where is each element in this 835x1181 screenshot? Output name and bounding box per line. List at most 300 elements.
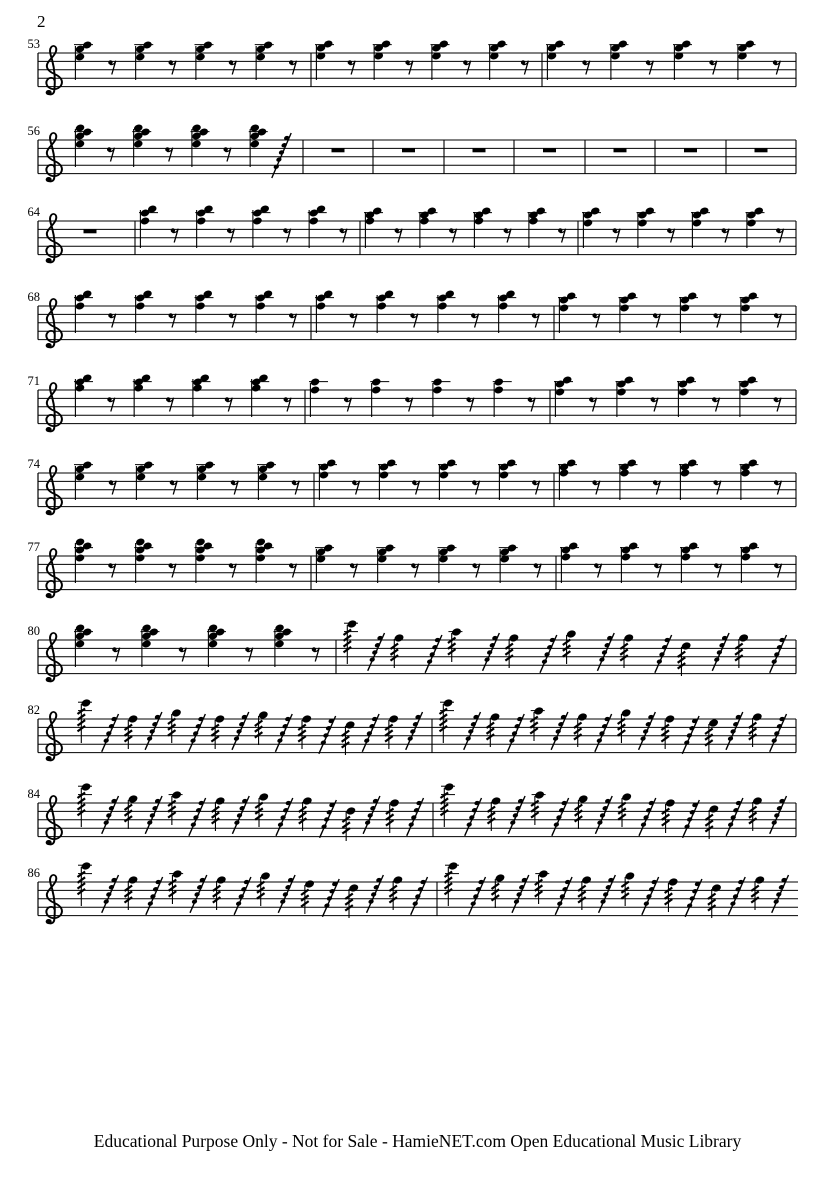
chord (746, 206, 765, 248)
eighth-rest-icon (411, 563, 419, 577)
tremolo-note (255, 792, 269, 827)
eighth-rest-icon (589, 397, 597, 411)
measure-number: 64 (27, 205, 40, 219)
chord (437, 289, 456, 333)
chord (192, 373, 211, 417)
measure-86 (78, 861, 428, 918)
measure-54 (315, 39, 528, 80)
eighth-rest-icon (463, 60, 471, 74)
run-slash (552, 798, 569, 836)
tremolo-note (212, 796, 226, 831)
chord (560, 541, 579, 583)
chord (558, 291, 577, 333)
chord (195, 537, 214, 583)
chord (497, 289, 516, 333)
eighth-rest-icon (466, 397, 474, 411)
chord (195, 40, 214, 80)
measure-87 (445, 861, 789, 918)
grace-run (469, 877, 486, 915)
measure-79 (560, 541, 782, 583)
run-slash (275, 714, 292, 752)
eighth-rest-icon (412, 480, 420, 494)
eighth-rest-icon (532, 313, 540, 327)
measure-number: 77 (27, 540, 40, 554)
system-80 (28, 619, 797, 682)
eighth-rest-icon (289, 563, 297, 577)
grace-run (507, 714, 524, 752)
chord (364, 206, 383, 248)
measure-55 (546, 39, 780, 80)
eighth-rest-icon (471, 313, 479, 327)
eighth-rest-icon (107, 147, 115, 161)
whole-rest-icon (473, 148, 486, 152)
grace-run (320, 800, 337, 838)
eighth-rest-icon (165, 147, 173, 161)
run-slash (507, 714, 524, 752)
measure-58 (402, 148, 415, 152)
system-71 (28, 373, 797, 432)
eighth-rest-icon (582, 60, 590, 74)
chord (498, 458, 517, 500)
chord (376, 543, 395, 583)
measure-53 (74, 40, 297, 80)
chord (74, 373, 93, 417)
chord (438, 543, 457, 583)
chord (255, 40, 274, 80)
eighth-rest-icon (713, 313, 721, 327)
chord (431, 39, 450, 80)
tremolo-note (342, 720, 356, 755)
run-slash (276, 798, 293, 836)
eighth-rest-icon (284, 397, 292, 411)
measure-number: 74 (27, 457, 40, 471)
chord (499, 543, 518, 583)
chord (582, 206, 601, 248)
tremolo-note (708, 883, 722, 918)
eighth-rest-icon (713, 480, 721, 494)
chord (196, 460, 215, 500)
eighth-rest-icon (229, 563, 237, 577)
grace-run (595, 714, 612, 752)
run-slash (682, 716, 699, 754)
eighth-rest-icon (229, 60, 237, 74)
measure-85 (441, 782, 787, 839)
run-slash (639, 798, 656, 836)
chord (274, 623, 293, 667)
eighth-rest-icon (227, 228, 235, 242)
grace-run (275, 714, 292, 752)
grace-run (655, 635, 672, 673)
measure-73 (554, 375, 781, 417)
grace-run (555, 877, 572, 915)
chord (207, 623, 226, 667)
chord (74, 537, 93, 583)
eighth-rest-icon (709, 60, 717, 74)
chord (740, 541, 759, 583)
measure-60 (543, 148, 556, 152)
chord (133, 373, 152, 417)
eighth-rest-icon (223, 147, 231, 161)
tremolo-note (621, 871, 635, 906)
chord (74, 623, 93, 667)
eighth-rest-icon (472, 480, 480, 494)
eighth-rest-icon (774, 397, 782, 411)
run-slash (728, 877, 745, 915)
tremolo-note (563, 629, 577, 664)
tremolo-note (301, 879, 315, 914)
chord (528, 206, 547, 248)
measure-71 (74, 373, 291, 417)
eighth-rest-icon (712, 397, 720, 411)
measure-70 (558, 291, 781, 333)
measure-69 (315, 289, 539, 333)
tremolo-note (257, 871, 271, 906)
measure-72 (309, 377, 535, 417)
measure-63 (755, 148, 768, 152)
chord (739, 375, 758, 417)
whole-rest-icon (332, 148, 345, 152)
system-82 (28, 698, 797, 761)
grace-run (322, 879, 339, 917)
grace-run (102, 714, 119, 752)
page-number: 2 (37, 12, 46, 31)
whole-rest-icon (755, 148, 768, 152)
eighth-rest-icon (534, 563, 542, 577)
eighth-rest-icon (653, 480, 661, 494)
chord (134, 289, 153, 333)
measure-number: 53 (27, 37, 40, 51)
grace-run (407, 798, 424, 836)
eighth-rest-icon (339, 228, 347, 242)
system-74 (28, 457, 797, 515)
chord (191, 123, 210, 167)
eighth-rest-icon (667, 228, 675, 242)
eighth-rest-icon (109, 480, 117, 494)
chord (195, 204, 214, 248)
system-77 (28, 537, 797, 598)
measure-76 (558, 458, 781, 500)
footer-credit: Educational Purpose Only - Not for Sale - HamieNET.com Open Educational Music Library (93, 1131, 742, 1151)
chord (554, 375, 573, 417)
chord (134, 40, 153, 80)
tremolo-note (678, 641, 692, 676)
eighth-rest-icon (108, 60, 116, 74)
eighth-rest-icon (774, 313, 782, 327)
chord (673, 39, 692, 80)
tremolo-note (299, 796, 313, 831)
chord (620, 541, 639, 583)
eighth-rest-icon (283, 228, 291, 242)
run-slash (465, 798, 482, 836)
tremolo-note (345, 883, 359, 918)
eighth-rest-icon (521, 60, 529, 74)
eighth-rest-icon (312, 647, 320, 661)
tremolo-note (488, 796, 502, 831)
tremolo-note (751, 875, 765, 910)
eighth-rest-icon (292, 480, 300, 494)
tremolo-note (487, 712, 501, 747)
eighth-rest-icon (528, 397, 536, 411)
tremolo-note (705, 804, 719, 839)
grace-run (682, 716, 699, 754)
measure-68 (74, 289, 297, 333)
measure-81 (344, 619, 787, 676)
measure-64 (84, 229, 97, 233)
grace-run (189, 714, 206, 752)
run-slash (685, 879, 702, 917)
grace-run (189, 798, 206, 836)
tremolo-note (620, 633, 634, 668)
run-slash (102, 714, 119, 752)
eighth-rest-icon (714, 563, 722, 577)
eighth-rest-icon (410, 313, 418, 327)
whole-rest-icon (84, 229, 97, 233)
grace-run (540, 635, 557, 673)
eighth-rest-icon (449, 228, 457, 242)
measure-83 (440, 698, 787, 754)
grace-run (683, 800, 700, 838)
system-68 (28, 289, 797, 348)
chord (195, 289, 214, 333)
eighth-rest-icon (289, 60, 297, 74)
run-slash (770, 714, 787, 752)
tremolo-note (389, 875, 403, 910)
measure-74 (74, 460, 299, 500)
tremolo-note (168, 708, 182, 743)
measure-59 (473, 148, 486, 152)
eighth-rest-icon (395, 228, 403, 242)
eighth-rest-icon (504, 228, 512, 242)
run-slash (322, 879, 339, 917)
system-56 (28, 123, 797, 182)
run-slash (319, 716, 336, 754)
grace-run (234, 877, 251, 915)
eighth-rest-icon (646, 60, 654, 74)
grace-run (685, 879, 702, 917)
measure-number: 82 (27, 703, 40, 717)
run-slash (469, 877, 486, 915)
tremolo-note (391, 633, 405, 668)
eighth-rest-icon (231, 480, 239, 494)
run-slash (407, 798, 424, 836)
chord (74, 123, 93, 167)
grace-run (639, 798, 656, 836)
run-slash (425, 635, 442, 673)
run-slash (726, 798, 743, 836)
run-slash (540, 635, 557, 673)
grace-run (362, 714, 379, 752)
chord (315, 289, 334, 333)
measure-57 (332, 148, 345, 152)
chord (493, 377, 512, 417)
eighth-rest-icon (170, 480, 178, 494)
eighth-rest-icon (169, 313, 177, 327)
run-slash (362, 714, 379, 752)
measure-number: 68 (27, 290, 40, 304)
chord (74, 40, 93, 80)
eighth-rest-icon (722, 228, 730, 242)
eighth-rest-icon (405, 60, 413, 74)
run-slash (683, 800, 700, 838)
grace-run (770, 714, 787, 752)
grace-run (552, 798, 569, 836)
chord (419, 206, 438, 248)
chord (616, 375, 635, 417)
chord (252, 204, 271, 248)
run-slash (770, 635, 787, 673)
measure-77 (74, 537, 297, 583)
chord (257, 460, 276, 500)
chord (610, 39, 629, 80)
grace-run (642, 877, 659, 915)
run-slash (411, 877, 428, 915)
eighth-rest-icon (179, 647, 187, 661)
eighth-rest-icon (169, 563, 177, 577)
eighth-rest-icon (405, 397, 413, 411)
chord (680, 541, 699, 583)
tremolo-note (749, 796, 763, 831)
run-slash (655, 635, 672, 673)
chord (249, 123, 268, 167)
chord (74, 460, 93, 500)
eighth-rest-icon (774, 563, 782, 577)
eighth-rest-icon (352, 480, 360, 494)
measure-number: 86 (27, 866, 40, 880)
chord (250, 373, 269, 417)
grace-run (276, 798, 293, 836)
run-slash (320, 800, 337, 838)
measure-number: 80 (27, 624, 40, 638)
chord (378, 458, 397, 500)
eighth-rest-icon (348, 60, 356, 74)
grace-run (465, 798, 482, 836)
chord (255, 537, 274, 583)
measure-78 (315, 543, 541, 583)
run-slash (189, 714, 206, 752)
whole-rest-icon (402, 148, 415, 152)
chord (558, 458, 577, 500)
measure-number: 71 (27, 374, 40, 388)
chord (135, 460, 154, 500)
eighth-rest-icon (112, 647, 120, 661)
eighth-rest-icon (653, 313, 661, 327)
eighth-rest-icon (774, 480, 782, 494)
chord (139, 204, 158, 248)
measure-number: 84 (27, 787, 40, 801)
chord (546, 39, 565, 80)
chord (432, 377, 451, 417)
chord (255, 289, 274, 333)
chord (370, 377, 389, 417)
eighth-rest-icon (108, 563, 116, 577)
chord (740, 291, 759, 333)
grace-run (319, 716, 336, 754)
run-slash (234, 877, 251, 915)
chord (132, 123, 151, 167)
eighth-rest-icon (651, 397, 659, 411)
system-86 (28, 861, 799, 924)
measure-56 (74, 123, 291, 178)
chord (691, 206, 710, 248)
measure-66 (364, 206, 566, 248)
chord (438, 458, 457, 500)
eighth-rest-icon (245, 647, 253, 661)
run-slash (189, 798, 206, 836)
eighth-rest-icon (592, 313, 600, 327)
grace-run (770, 635, 787, 673)
chord (473, 206, 492, 248)
tremolo-note (618, 708, 632, 743)
chord (74, 289, 93, 333)
system-84 (28, 782, 797, 845)
measure-75 (318, 458, 540, 500)
eighth-rest-icon (594, 563, 602, 577)
eighth-rest-icon (776, 228, 784, 242)
grace-run (425, 635, 442, 673)
chord (318, 458, 337, 500)
measure-61 (614, 148, 627, 152)
tremolo-note (125, 875, 139, 910)
eighth-rest-icon (344, 397, 352, 411)
run-slash (146, 877, 163, 915)
run-slash (595, 714, 612, 752)
eighth-rest-icon (289, 313, 297, 327)
chord (619, 291, 638, 333)
chord (679, 458, 698, 500)
chord (737, 39, 756, 80)
eighth-rest-icon (171, 228, 179, 242)
grace-run (726, 798, 743, 836)
grace-run (146, 877, 163, 915)
tremolo-note (735, 633, 749, 668)
eighth-rest-icon (108, 313, 116, 327)
system-64 (28, 204, 797, 263)
chord (619, 458, 638, 500)
eighth-rest-icon (166, 397, 174, 411)
measure-82 (78, 698, 423, 755)
chord (315, 39, 334, 80)
tremolo-note (574, 712, 588, 747)
eighth-rest-icon (532, 480, 540, 494)
tremolo-note (618, 792, 632, 827)
chord (373, 39, 392, 80)
chord (309, 377, 328, 417)
grace-run (411, 877, 428, 915)
grace-run (728, 877, 745, 915)
eighth-rest-icon (229, 313, 237, 327)
chord (677, 375, 696, 417)
chord (141, 623, 160, 667)
tremolo-note (578, 875, 592, 910)
run-slash (642, 877, 659, 915)
measure-65 (139, 204, 347, 248)
measure-number: 56 (27, 124, 40, 138)
tremolo-note (505, 633, 519, 668)
tremolo-note (749, 712, 763, 747)
eighth-rest-icon (225, 397, 233, 411)
measure-80 (74, 623, 319, 667)
chord (740, 458, 759, 500)
chord (679, 291, 698, 333)
eighth-rest-icon (107, 397, 115, 411)
eighth-rest-icon (654, 563, 662, 577)
chord (488, 39, 507, 80)
eighth-rest-icon (350, 313, 358, 327)
tremolo-note (213, 875, 227, 910)
system-53 (28, 37, 797, 95)
whole-rest-icon (684, 148, 697, 152)
whole-rest-icon (614, 148, 627, 152)
